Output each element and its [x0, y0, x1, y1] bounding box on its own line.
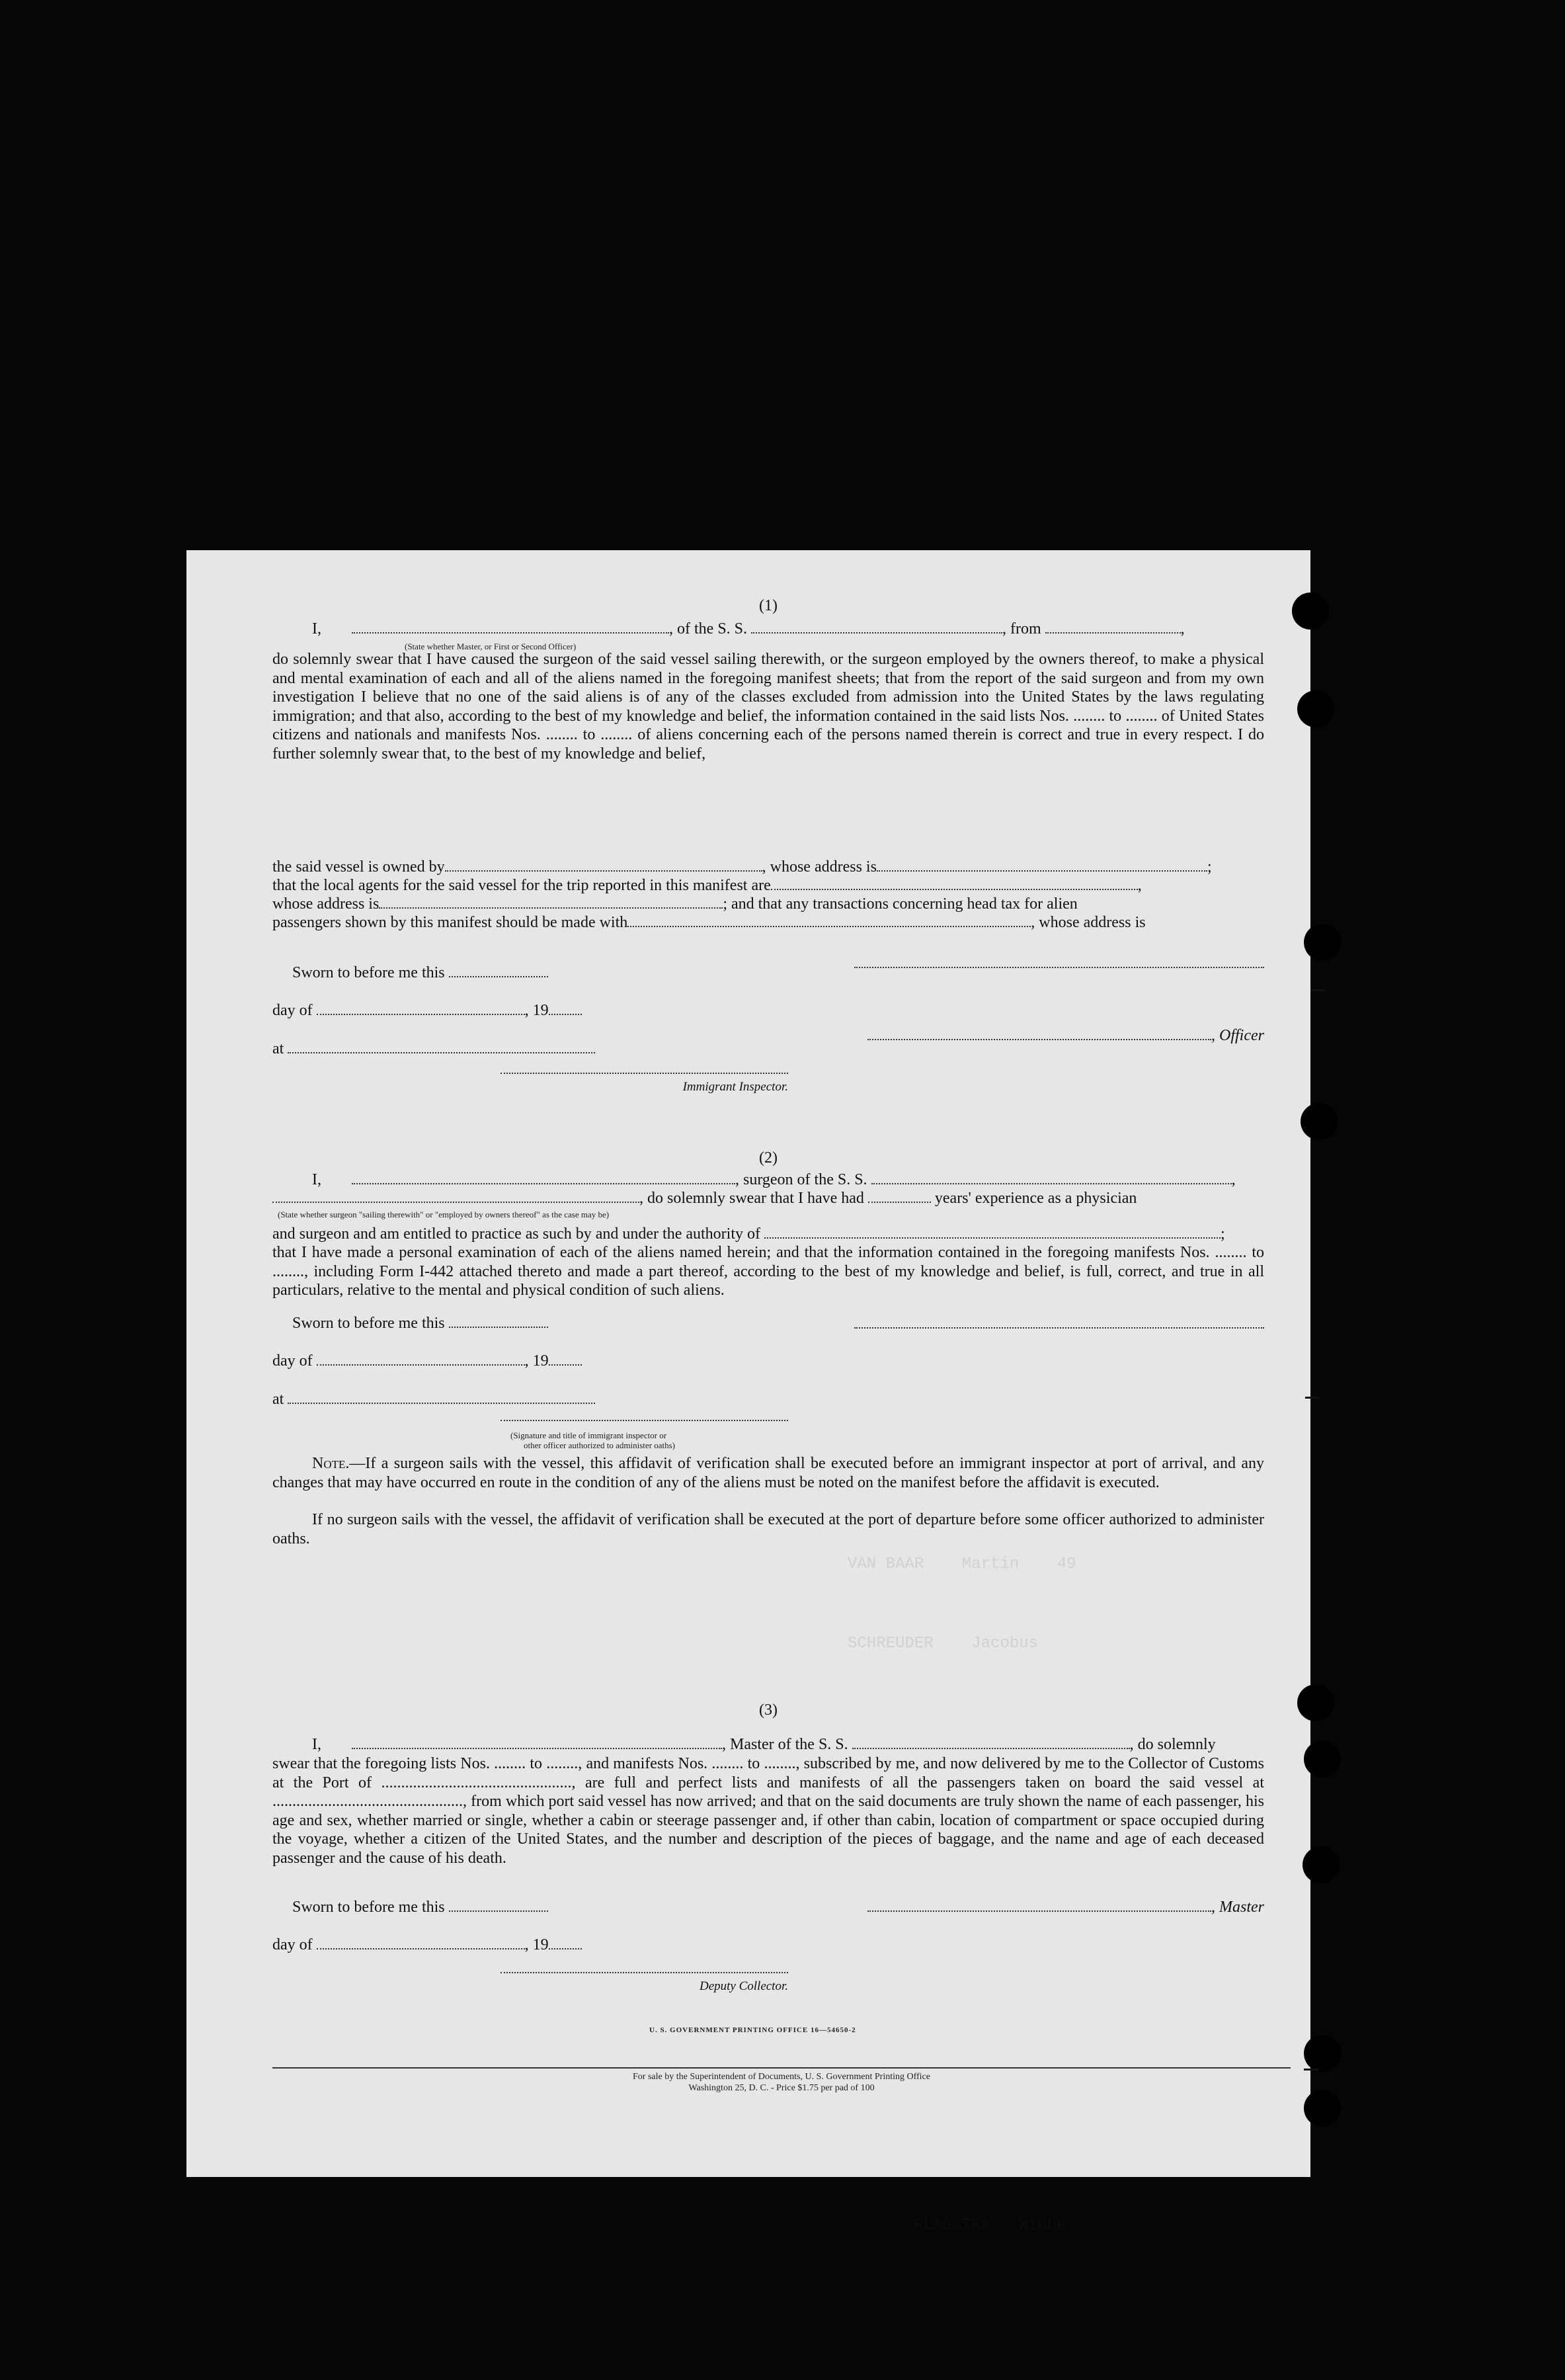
sworn-day-field[interactable]	[449, 1899, 548, 1912]
place-field[interactable]	[288, 1391, 595, 1404]
inspector-title: Immigrant Inspector.	[682, 1080, 788, 1094]
punch-hole	[1297, 1684, 1334, 1721]
edge-mark	[1310, 989, 1325, 991]
day-of-line: day of , 19	[272, 1352, 616, 1370]
master-signature-field[interactable]	[867, 1899, 1211, 1912]
day-of-line: day of , 19	[272, 1001, 616, 1020]
year-field[interactable]	[549, 1352, 582, 1366]
punch-hole	[1297, 690, 1334, 727]
master-line: I, , Master of the S. S. , do solemnly	[312, 1736, 1216, 1753]
local-agents-field[interactable]	[771, 877, 1138, 890]
sworn-line: Sworn to before me this	[272, 1898, 616, 1916]
experience-line: , do solemnly swear that I have had years' experience as a physician	[272, 1189, 1264, 1208]
month-field[interactable]	[317, 1936, 525, 1949]
master-name-field[interactable]	[352, 1736, 722, 1749]
bleed-through-text: SCHREUDER Jacobus	[848, 1635, 1039, 1653]
no-surgeon-note-paragraph: If no surgeon sails with the vessel, the affidavit of verification shall be executed at the port of departure before some officer authorized to administer oaths.	[272, 1511, 1264, 1547]
place-field[interactable]	[288, 1040, 595, 1053]
inspector-signature-field[interactable]	[501, 1420, 788, 1421]
month-field[interactable]	[317, 1352, 525, 1366]
master-lists-paragraph: swear that the foregoing lists Nos. ........ to ........, and manifests Nos. ........ to ........, subscribed by me, and now delivered by me to the Collector of Customs at the Port of ................................................, are full and perfect lists and manifests of all the passengers taken on board the said vessel at ................................................, from which port said vessel has now arrived; and that on the said documents are truly shown the name of each passenger, his age and sex, whether married or single, whether a cabin or steerage passenger and, if other than cabin, location of compartment or space occupied during the voyage, whether a citizen of the United States, and the number and description of the pieces of baggage, and the name and age of each deceased passenger and the cause of his death.	[272, 1755, 1264, 1867]
authority-field[interactable]	[764, 1225, 1221, 1239]
footer-sale-note: For sale by the Superintendent of Documents, U. S. Government Printing Office Washington 25, D. C. - Price $1.75 per pad of 100	[633, 2072, 930, 2093]
vessel-name-field[interactable]	[852, 1736, 1130, 1749]
from-port-field[interactable]	[1045, 620, 1181, 634]
officer-signature-line: , Officer	[854, 1026, 1264, 1045]
surgeon-identity-line: I, , surgeon of the S. S. ,	[312, 1171, 1236, 1188]
master-identity-line: I, , of the S. S. , from ,	[312, 620, 1185, 637]
owner-address-field[interactable]	[877, 858, 1207, 872]
surgeon-vessel-field[interactable]	[871, 1171, 1232, 1184]
bleed-through-text: VAN BAAR Martin 49	[848, 1555, 1076, 1573]
sworn-day-field[interactable]	[449, 1315, 548, 1328]
officer-signature-field[interactable]	[867, 1027, 1211, 1040]
signature-note: other officer authorized to administer oaths)	[524, 1440, 675, 1450]
day-of-line: day of , 19	[272, 1936, 616, 1954]
collector-title: Deputy Collector.	[699, 1979, 788, 1993]
footer-rule	[272, 2067, 1291, 2069]
punch-hole	[1292, 593, 1329, 630]
owner-line: the said vessel is owned by , whose address is ;	[272, 858, 1212, 876]
surgeon-status-note: (State whether surgeon "sailing therewith" or "employed by owners thereof" as the case may be)	[278, 1210, 610, 1219]
sworn-line: Sworn to before me this	[272, 1314, 616, 1333]
surgeon-name-field[interactable]	[352, 1171, 735, 1184]
agents-address-line: whose address is ; and that any transactions concerning head tax for alien	[272, 895, 1078, 913]
local-agents-line: that the local agents for the said vessel for the trip reported in this manifest are ,	[272, 877, 1142, 894]
collector-signature-field[interactable]	[501, 1972, 788, 1973]
section-number: (1)	[759, 597, 778, 614]
manifest-verification-form	[186, 550, 1310, 2235]
punch-hole	[1304, 2090, 1341, 2127]
at-line: at	[272, 1390, 616, 1409]
section-passenger-list-oath	[272, 1701, 1264, 2045]
month-field[interactable]	[317, 1002, 525, 1015]
years-field[interactable]	[868, 1190, 931, 1203]
bleed-through-text: FLAGSTRA Wiebe	[914, 2217, 1066, 2235]
year-field[interactable]	[549, 1936, 582, 1949]
year-field[interactable]	[549, 1002, 582, 1015]
surgeon-status-field[interactable]	[272, 1190, 639, 1203]
punch-hole	[1301, 1103, 1338, 1140]
surgeon-oath-paragraph: that I have made a personal examination of each of the aliens named herein; and that the information contained in the foregoing manifests Nos. ........ to ........, including Form I-442 attached thereto and made a part thereof, according to the best of my knowledge and belief, is full, correct, and true in all particulars, relative to the mental and physical condition of such aliens.	[272, 1244, 1264, 1299]
sworn-day-field[interactable]	[449, 964, 548, 977]
surgeon-signature-field[interactable]	[854, 1327, 1264, 1329]
punch-hole	[1304, 924, 1341, 961]
edge-mark	[1304, 2069, 1318, 2071]
section-number: (3)	[759, 1702, 778, 1719]
section-master-affidavit	[272, 596, 1264, 1099]
agents-address-field[interactable]	[379, 895, 723, 909]
owner-field[interactable]	[445, 858, 762, 872]
punch-hole	[1303, 1846, 1340, 1883]
authority-line: and surgeon and am entitled to practice as such by and under the authority of ;	[272, 1225, 1225, 1243]
edge-mark	[1305, 1397, 1320, 1399]
master-oath-paragraph: do solemnly swear that I have caused the surgeon of the said vessel sailing therewith, or the surgeon employed by the owners thereof, to make a physical and mental examination of each and all of the aliens named in the foregoing manifest sheets; that from the report of the said surgeon and from my own investigation I believe that no one of the said aliens is of any of the classes excluded from admission into the United States by the laws regulating immigration; and that also, according to the best of my knowledge and belief, the information contained in the said lists Nos. ........ to ........ of United States citizens and nationals and manifests Nos. ........ to ........ of aliens concerning each of the persons named therein is correct and true in every respect. I do further solemnly swear that, to the best of my knowledge and belief,	[272, 651, 1264, 762]
section-number: (2)	[759, 1149, 778, 1167]
printing-office-mark: U. S. GOVERNMENT PRINTING OFFICE 16—54650-2	[649, 2026, 856, 2034]
inspector-signature-field[interactable]	[501, 1073, 788, 1074]
at-line: at	[272, 1040, 616, 1058]
punch-hole	[1304, 1741, 1341, 1778]
address-continuation-line[interactable]	[854, 967, 1264, 968]
punch-hole	[1304, 2035, 1341, 2072]
head-tax-line: passengers shown by this manifest should be made with , whose address is	[272, 914, 1146, 931]
section-surgeon-affidavit	[272, 1149, 1264, 1547]
head-tax-contact-field[interactable]	[627, 914, 1031, 927]
master-rank-note: (State whether Master, or First or Second Officer)	[405, 641, 577, 651]
master-signature-line: , Master	[854, 1898, 1264, 1916]
vessel-name-field[interactable]	[751, 620, 1002, 634]
surgeon-note-paragraph: Note.—If a surgeon sails with the vessel, this affidavit of verification shall be executed before an immigrant inspector at port of arrival, and any changes that may have occurred en route in the condition of any of the aliens must be noted on the manifest before the affidavit is executed.	[272, 1455, 1264, 1491]
signature-note: (Signature and title of immigrant inspector or	[510, 1430, 667, 1440]
sworn-line: Sworn to before me this	[272, 964, 616, 982]
master-name-field[interactable]	[352, 620, 669, 634]
